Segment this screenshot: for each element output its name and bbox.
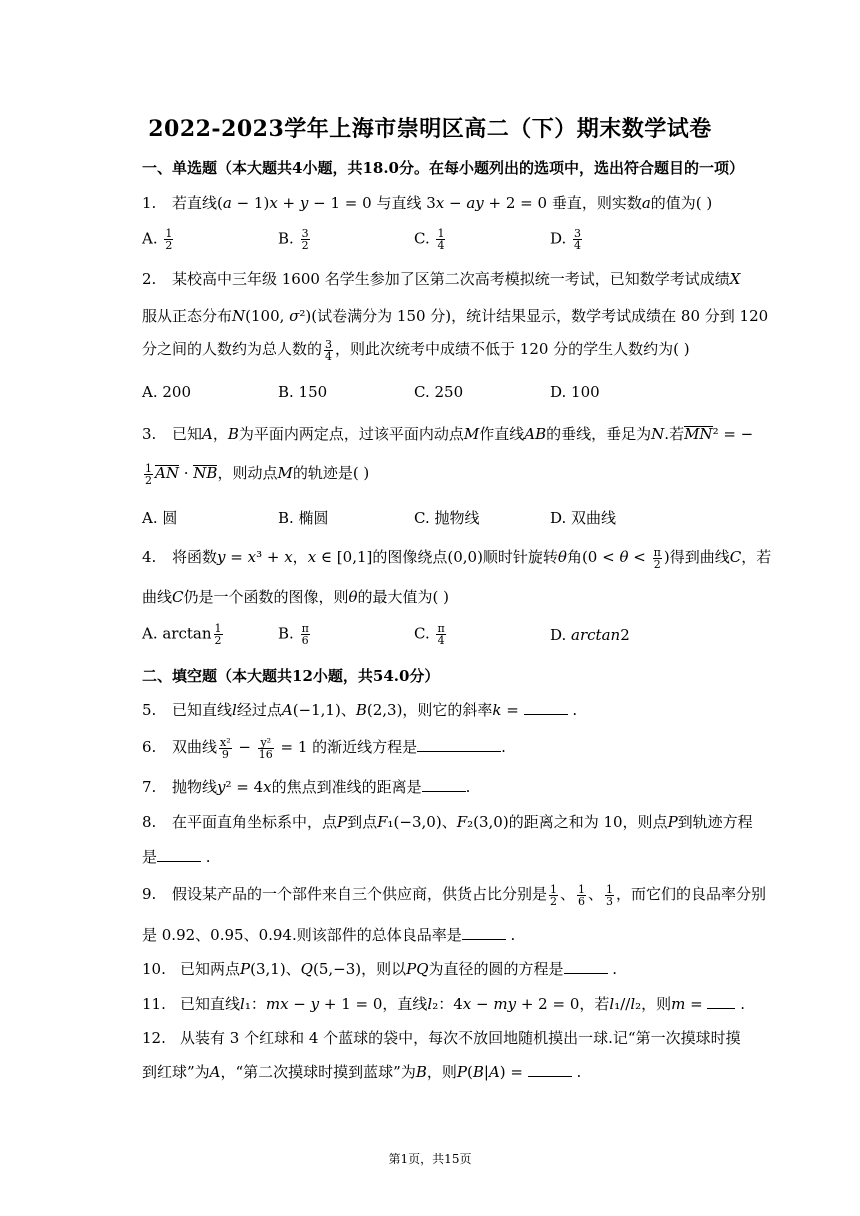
q2-option-d[interactable]: D. 100 (550, 383, 600, 401)
q4-option-a[interactable]: A. arctan $\frac{1}{2}$ (142, 622, 222, 647)
question-4-line-2: 曲线C仍是一个函数的图像，则θ的最大值为( ) (142, 588, 450, 606)
q4-option-c[interactable]: C. $\frac{\pi}{4}$ (414, 622, 445, 647)
q3-option-b[interactable]: B. 椭圆 (278, 509, 329, 527)
q1-option-c[interactable]: C. $\frac{1}{4}$ (414, 227, 445, 252)
page-title: 2022-2023学年上海市崇明区高二（下）期末数学试卷 (148, 116, 712, 142)
question-2-line-2: 服从正态分布N(100, σ²)(试卷满分为 150 分)，统计结果显示，数学考试成绩在 80 分到 120 (142, 307, 769, 325)
question-number: 1. (142, 194, 157, 212)
page-footer: 第1页，共15页 (388, 1152, 472, 1166)
q4-option-d[interactable]: D. arctan2 (550, 626, 630, 644)
question-5: 5. 已知直线l经过点A(−1,1)、B(2,3)，则它的斜率k = . (142, 701, 578, 719)
question-9-line-1: 9. 假设某产品的一个部件来自三个供应商，供货占比分别是 $\frac{1}{2}$ 、 $\frac{1}{6}$ 、 $\frac{1}{3}$ ，而它们的良品率分别 (142, 882, 767, 908)
question-10: 10. 已知两点P(3,1)、Q(5,−3)，则以PQ为直径的圆的方程是 . (142, 960, 618, 978)
question-11: 11. 已知直线l₁：mx − y + 1 = 0，直线l₂：4x − my + 2 = 0，若l₁//l₂，则m = . (142, 995, 746, 1013)
question-4-line-1: 4. 将函数y = x³ + x，x ∈ [0,1]的图像绕点(0,0)顺时针旋转θ角(0 < θ < $\frac{\pi}{2}$ )得到曲线C，若 (142, 545, 772, 571)
section-heading-fill-blank: 二、填空题（本大题共12小题，共54.0分） (142, 667, 440, 685)
question-6: 6. 双曲线 $\frac{\text{x²}}{9}$ − $\frac{\text{y²}}{16}$ = 1 的渐近线方程是 . (142, 735, 506, 761)
question-8-line-1: 8. 在平面直角坐标系中，点P到点F₁(−3,0)、F₂(3,0)的距离之和为 10，则点P到轨迹方程 (142, 813, 753, 831)
question-2-line-1: 2. 某校高中三年级 1600 名学生参加了区第二次高考模拟统一考试，已知数学考试成绩X (142, 270, 741, 288)
question-12-line-1: 12. 从装有 3 个红球和 4 个蓝球的袋中，每次不放回地随机摸出一球.记“第一次摸球时摸 (142, 1029, 741, 1047)
question-7: 7. 抛物线y² = 4x的焦点到准线的距离是 . (142, 778, 471, 796)
q1-option-b[interactable]: B. $\frac{3}{2}$ (278, 227, 309, 252)
section-heading-single-choice: 一、单选题（本大题共4小题，共18.0分。在每小题列出的选项中，选出符合题目的一项） (142, 159, 744, 177)
q2-option-a[interactable]: A. 200 (142, 383, 191, 401)
question-9-line-2: 是 0.92、0.95、0.94.则该部件的总体良品率是 . (142, 926, 516, 944)
q3-option-c[interactable]: C. 抛物线 (414, 509, 480, 527)
question-8-line-2: 是 . (142, 848, 211, 866)
question-2-line-3: 分之间的人数约为总人数的 $\frac{3}{4}$ ，则此次统考中成绩不低于 120 分的学生人数约为( ) (142, 337, 690, 363)
q3-option-d[interactable]: D. 双曲线 (550, 509, 617, 527)
question-1: 1. 若直线(a − 1)x + y − 1 = 0 与直线 3x − ay + 2 = 0 垂直，则实数a的值为( ) (142, 194, 713, 212)
q2-option-b[interactable]: B. 150 (278, 383, 328, 401)
question-3-line-1: 3. 已知A，B为平面内两定点，过该平面内动点M作直线AB的垂线，垂足为N.若MN² = − (142, 425, 754, 443)
q4-option-b[interactable]: B. $\frac{\pi}{6}$ (278, 622, 309, 647)
question-3-line-2: $\frac{1}{2}$ AN · NB，则动点M的轨迹是( ) (145, 461, 370, 487)
question-12-line-2: 到红球”为A，“第二次摸球时摸到蓝球”为B，则P(B|A) = . (142, 1063, 582, 1081)
q1-option-a[interactable]: A. $\frac{1}{2}$ (142, 227, 173, 252)
q2-option-c[interactable]: C. 250 (414, 383, 464, 401)
q1-option-d[interactable]: D. $\frac{3}{4}$ (550, 227, 582, 252)
q3-option-a[interactable]: A. 圆 (142, 509, 178, 527)
